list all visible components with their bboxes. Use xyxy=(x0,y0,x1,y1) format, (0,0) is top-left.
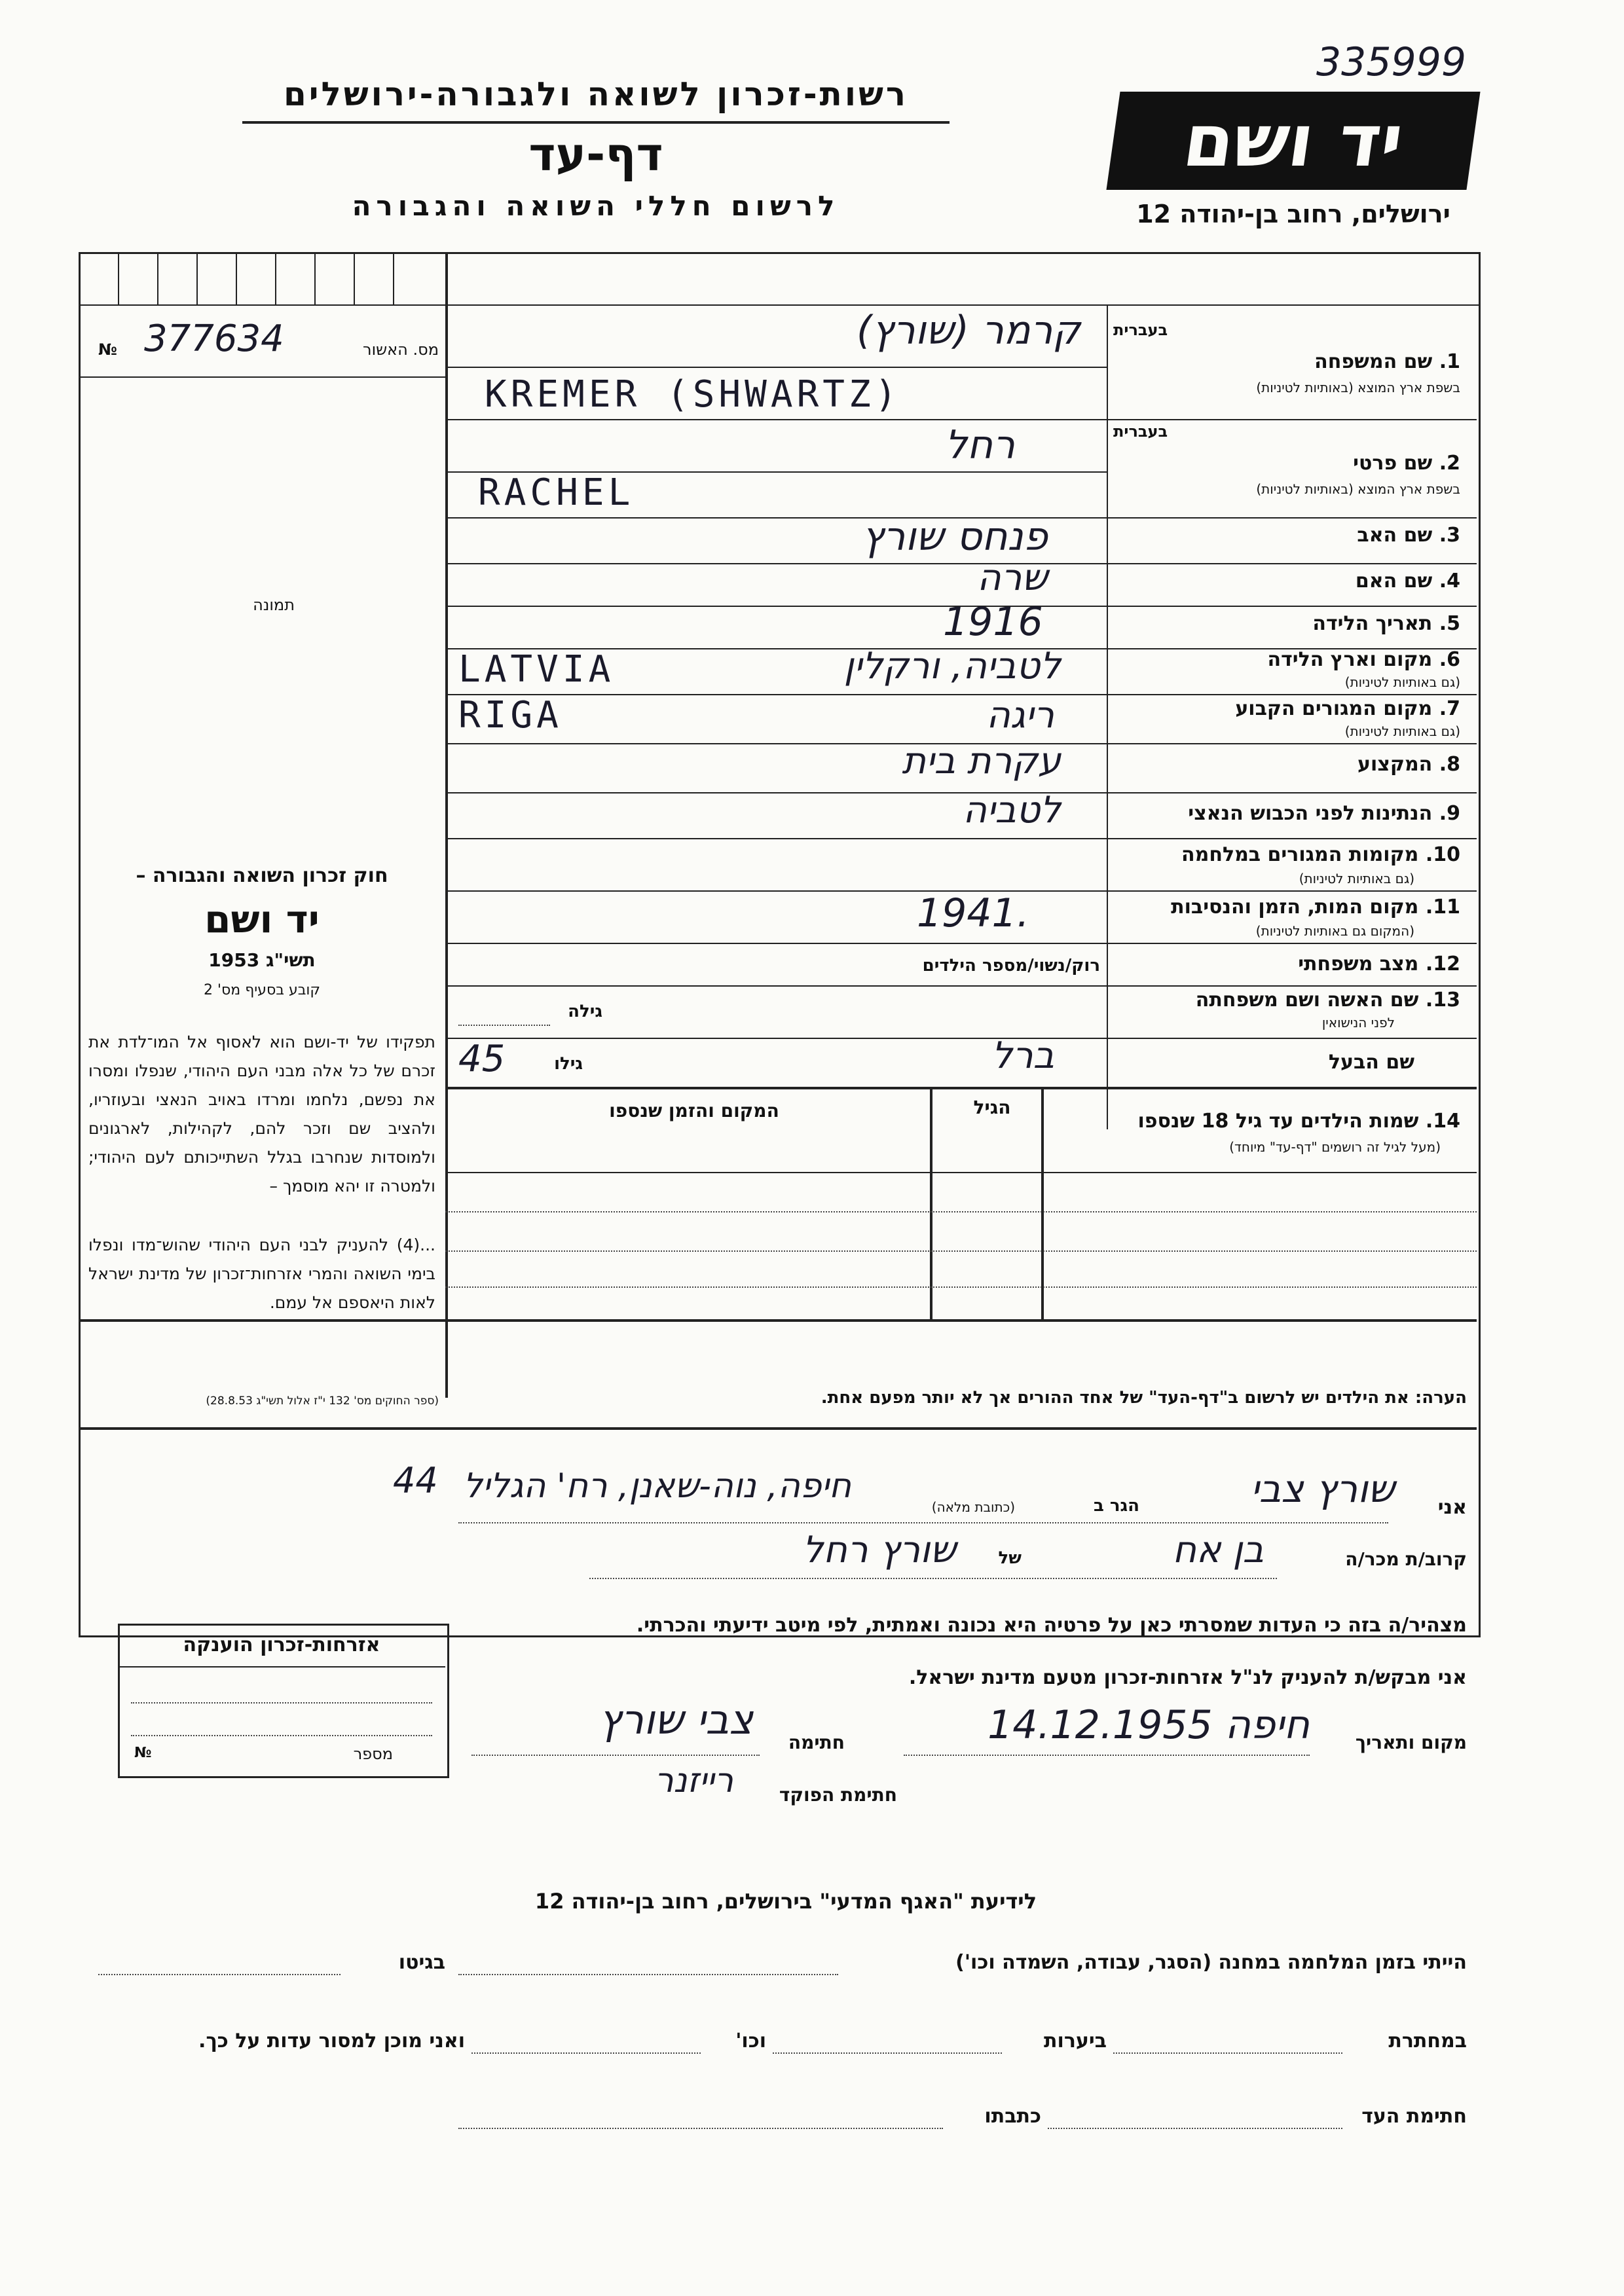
strip-cell xyxy=(236,252,237,304)
field-11-sub: (המקום גם באותיות לטיניות) xyxy=(1255,923,1414,939)
left-column-divider xyxy=(445,252,448,1319)
field-2-hebrew-value: רחל xyxy=(944,422,1015,468)
bottom-line2-underground: במחתרת xyxy=(1388,2030,1467,2052)
field-1-num: 1. xyxy=(1439,350,1460,373)
field-6-hebrew-value: לטביה, ורקלין xyxy=(843,645,1061,687)
strip-cell xyxy=(275,252,276,304)
declarant-ani-label: אני xyxy=(1437,1496,1467,1519)
authority-underline xyxy=(242,121,950,124)
strip-cell xyxy=(393,252,394,304)
strip-cell xyxy=(314,252,316,304)
children-row xyxy=(445,1286,1477,1288)
field-5-text: תאריך הלידה xyxy=(1312,612,1433,635)
children-age-header: הגיל xyxy=(973,1097,1011,1118)
field-6-text: מקום וארץ הלידה xyxy=(1267,648,1433,671)
field-10-num: 10. xyxy=(1425,843,1460,866)
field-2-hebrew-tag: בעברית xyxy=(1113,422,1168,441)
field-5-label xyxy=(1113,612,1460,635)
children-sub: (מעל לגיל זה רושמים "דף-עד" מיוחד) xyxy=(1229,1139,1441,1155)
field-1-hebrew-value: קרמר (שורץ) xyxy=(856,308,1080,354)
children-bottom-line xyxy=(79,1319,1477,1322)
field-5-value: 1916 xyxy=(943,599,1043,645)
field-3-value: פנחס שורץ xyxy=(862,514,1048,560)
field-10-text: מקומות המגורים במלחמה xyxy=(1181,843,1419,866)
bottom-line2-etc: וכו' xyxy=(735,2030,766,2052)
field-4-num: 4. xyxy=(1439,570,1460,592)
field-2-sub: בשפת ארץ המוצא (באותיות לטיניות) xyxy=(1256,481,1460,497)
strip-cell xyxy=(196,252,198,304)
law-title: חוק זכרון השואה והגבורה – xyxy=(136,864,388,887)
field-2-latin-value: RACHEL xyxy=(478,471,635,514)
form-title: דף-עד xyxy=(528,128,663,181)
field-1-hebrew-tag: בעברית xyxy=(1113,321,1168,339)
clerk-label: חתימת הפוקד xyxy=(779,1784,897,1806)
field-2-label xyxy=(1113,452,1460,475)
note-bottom-line xyxy=(79,1427,1477,1430)
approval-number: 377634 xyxy=(144,318,284,360)
field-13-sub: לפני הנישואין xyxy=(1321,1015,1395,1030)
field-5-num: 5. xyxy=(1439,612,1460,635)
field-8-num: 8. xyxy=(1439,753,1460,776)
clerk-signature: רייזנר xyxy=(654,1761,733,1800)
place-date-line xyxy=(904,1755,1310,1756)
declarant-address-hint: (כתובת מלאה) xyxy=(931,1499,1015,1515)
bottom-line2-forests: ביערות xyxy=(1044,2030,1107,2052)
approval-no-sign: № xyxy=(98,340,117,359)
bottom-line3-address: כתבתו xyxy=(984,2105,1041,2128)
address-line: ירושלים, רחוב בן-יהודה 12 xyxy=(1136,200,1450,228)
field-11-num: 11. xyxy=(1425,896,1460,919)
field-11-text: מקום המות, הזמן והנסיבות xyxy=(1171,896,1419,919)
field-9-num: 9. xyxy=(1439,802,1460,825)
citizenship-title-line xyxy=(118,1666,445,1667)
row-line xyxy=(445,838,1477,839)
bottom-heading: לידיעת "האגף המדעי" בירושלים, רחוב בן-יהודה 12 xyxy=(534,1889,1037,1914)
row-line xyxy=(445,419,1477,420)
law-name: יד ושם xyxy=(204,897,320,941)
citizenship-number-label: מספר xyxy=(353,1745,393,1763)
form-subtitle: לרשום חללי השואה והגבורה xyxy=(352,190,840,222)
row-line xyxy=(445,367,1107,368)
field-3-num: 3. xyxy=(1439,524,1460,547)
approval-underline xyxy=(79,376,445,378)
signature-line xyxy=(471,1755,760,1756)
signature-value: צבי שורץ xyxy=(599,1696,753,1743)
approval-label: מס. האשור xyxy=(363,340,439,359)
bottom-line1-ghetto: בגיטו xyxy=(398,1951,445,1974)
field-7-hebrew-value: ריגה xyxy=(986,694,1054,737)
relation-value: בן אח xyxy=(1172,1529,1264,1571)
declaration-text: מצהיר/ה בזה כי העדות שמסרתי כאן על פרטיה היא נכונה ואמתית, לפי מיטב ידיעתי והכרתי. xyxy=(636,1614,1467,1637)
note-left-divider xyxy=(445,1319,448,1398)
wife-age-label: גילה xyxy=(568,1002,602,1021)
field-13-label xyxy=(1113,989,1460,1011)
field-13-text: שם האשה ושם משפחתה xyxy=(1195,989,1419,1011)
field-8-value: עקרת בית xyxy=(902,740,1061,782)
field-8-label xyxy=(1113,753,1460,776)
wife-age-line xyxy=(458,1025,550,1026)
children-header-line xyxy=(445,1172,1477,1173)
field-11-label xyxy=(1113,896,1460,919)
children-num: 14. xyxy=(1425,1110,1460,1133)
bottom-line1-fill2 xyxy=(98,1974,341,1975)
bottom-line3-fill1 xyxy=(1048,2128,1342,2129)
row-line xyxy=(445,985,1477,987)
field-husband-label: שם הבעל xyxy=(1328,1051,1414,1074)
strip-cell xyxy=(157,252,158,304)
marital-status-options: רוק/נשוי/מספר הילדים xyxy=(922,956,1100,975)
strip-cell xyxy=(354,252,355,304)
declarant-resident-label: הגר ב xyxy=(1093,1496,1139,1516)
row-line xyxy=(445,943,1477,944)
field-9-label xyxy=(1113,802,1460,825)
field-6-label xyxy=(1113,648,1460,671)
field-6-latin-value: LATVIA xyxy=(458,648,615,691)
field-husband-value: ברל xyxy=(991,1034,1054,1077)
handwritten-archive-number: 335999 xyxy=(1316,39,1467,85)
field-6-num: 6. xyxy=(1439,648,1460,671)
children-label xyxy=(1048,1110,1460,1133)
bottom-line1-fill xyxy=(458,1974,838,1975)
children-place-header: המקום והזמן שנספו xyxy=(609,1100,779,1121)
field-4-value: שרה xyxy=(977,556,1048,599)
field-7-text: מקום המגורים הקבוע xyxy=(1235,697,1433,720)
field-4-label xyxy=(1113,570,1460,592)
field-1-label xyxy=(1113,350,1460,373)
children-row xyxy=(445,1211,1477,1212)
citizenship-title: אזרחות-זכרון הוענקה xyxy=(183,1633,380,1656)
bottom-line2-fill1 xyxy=(1113,2052,1342,2054)
yad-vashem-logo: יד ושם xyxy=(1106,92,1480,190)
frame-top-strip xyxy=(79,304,1479,306)
field-13-num: 13. xyxy=(1425,989,1460,1011)
signature-label: חתימה xyxy=(788,1732,845,1753)
field-3-label xyxy=(1113,524,1460,547)
law-item4: ...(4) להעניק לבני העם היהודי שהוש־מדו ונפלו בימי השואה והמרי אזרחות־זכרון של מדינת ישראל לאות היאספם אל עמם. xyxy=(88,1235,435,1312)
relation-label: קרוב/ת מכר/ה xyxy=(1345,1548,1467,1570)
children-row xyxy=(445,1250,1477,1252)
strip-cell xyxy=(118,252,119,304)
relative-of-value: שורץ רחל xyxy=(802,1529,956,1571)
field-10-label xyxy=(1113,843,1460,866)
declarant-line1 xyxy=(458,1522,1388,1523)
bottom-line1-camp: הייתי בזמן המלחמה במחנה (הסגר, עבודה, השמדה וכו') xyxy=(955,1951,1467,1974)
of-label: של xyxy=(998,1548,1022,1568)
field-7-num: 7. xyxy=(1439,697,1460,720)
husband-age-value: 45 xyxy=(458,1038,506,1080)
law-source: (ספר החוקים מס' 132 י"ז אלול תשי"ג 28.8.53) xyxy=(206,1394,439,1408)
field-1-latin-value: KREMER (SHWARTZ) xyxy=(485,373,901,416)
label-column-divider xyxy=(1107,304,1108,1129)
citizenship-no-sign: № xyxy=(134,1745,152,1761)
field-12-num: 12. xyxy=(1425,953,1460,975)
field-1-sub: בשפת ארץ המוצא (באותיות לטיניות) xyxy=(1256,380,1460,395)
children-age-divider-left xyxy=(930,1087,932,1319)
law-year: תשי"ג 1953 xyxy=(208,949,316,971)
field-2-num: 2. xyxy=(1439,452,1460,475)
citizenship-line xyxy=(131,1702,432,1704)
law-body: תפקידו של יד-ושם הוא לאסוף אל המו־לדת את זכרם של כל אלה מבני העם היהודי, שנפלו ומסרו את נפשם, נלחמו ומרדו באויב הנאצי ובעוזריו, ולהציב שם וזכר להם, לקהילות, לארגונים ולמוסדות שנחרבו בגלל השתייכותם לעם היהודי; ולמטרה זו יהא מוסמך – xyxy=(88,1032,435,1195)
row-line xyxy=(445,1087,1477,1089)
bottom-line3-witness-sig: חתימת העד xyxy=(1361,2105,1467,2128)
field-10-sub: (גם באותיות לטיניות) xyxy=(1299,871,1414,886)
note-text: הערה: את הילדים יש לרשום ב"דף-העד" של אחד ההורים אך לא יותר מפעם אחת. xyxy=(821,1388,1467,1408)
place-date-value: חיפה 14.12.1955 xyxy=(987,1702,1310,1748)
citizenship-line xyxy=(131,1735,432,1736)
bottom-line2-fill2 xyxy=(773,2052,1002,2054)
field-9-value: לטביה xyxy=(963,789,1061,831)
field-8-text: המקצוע xyxy=(1357,753,1433,776)
field-9-text: הנתינות לפני הכבוש הנאצי xyxy=(1188,802,1433,825)
bottom-line3-fill2 xyxy=(458,2128,943,2129)
request-text: אני מבקש/ת להעניק לנ"ל אזרחות-זכרון מטעם מדינת ישראל. xyxy=(908,1666,1467,1689)
husband-age-label: גילו xyxy=(554,1054,583,1074)
field-1-text: שם המשפחה xyxy=(1314,350,1433,373)
field-3-text: שם האב xyxy=(1357,524,1433,547)
field-7-latin-value: RIGA xyxy=(458,694,563,737)
field-2-text: שם פרטי xyxy=(1353,452,1433,475)
declarant-margin-number: 44 xyxy=(393,1460,438,1501)
place-date-label: מקום ותאריך xyxy=(1355,1732,1467,1753)
field-4-text: שם האם xyxy=(1355,570,1433,592)
field-12-label xyxy=(1113,953,1460,975)
bottom-line2-fill3 xyxy=(471,2052,701,2054)
authority-name: רשות-זכרון לשואה ולגבורה-ירושלים xyxy=(283,75,909,113)
photo-label: תמונה xyxy=(253,596,295,614)
children-title: שמות הילדים עד גיל 18 שנספו xyxy=(1137,1110,1419,1133)
field-7-label xyxy=(1113,697,1460,720)
declarant-address: חיפה, נוה-שאנן, רח' הגליל xyxy=(463,1467,851,1506)
law-clause: קובע בסעיף מס' 2 xyxy=(203,982,321,998)
bottom-line2-end: ואני מוכן למסור עדות על כך. xyxy=(198,2030,465,2052)
field-7-sub: (גם באותיות לטיניות) xyxy=(1344,723,1460,739)
children-age-divider-right xyxy=(1041,1087,1044,1319)
declarant-line2 xyxy=(589,1578,1277,1579)
field-6-sub: (גם באותיות לטיניות) xyxy=(1344,674,1460,690)
declarant-name: שורץ צבי xyxy=(1250,1467,1395,1511)
field-11-value: 1941. xyxy=(917,890,1029,936)
field-12-text: מצב משפחתי xyxy=(1298,953,1419,975)
